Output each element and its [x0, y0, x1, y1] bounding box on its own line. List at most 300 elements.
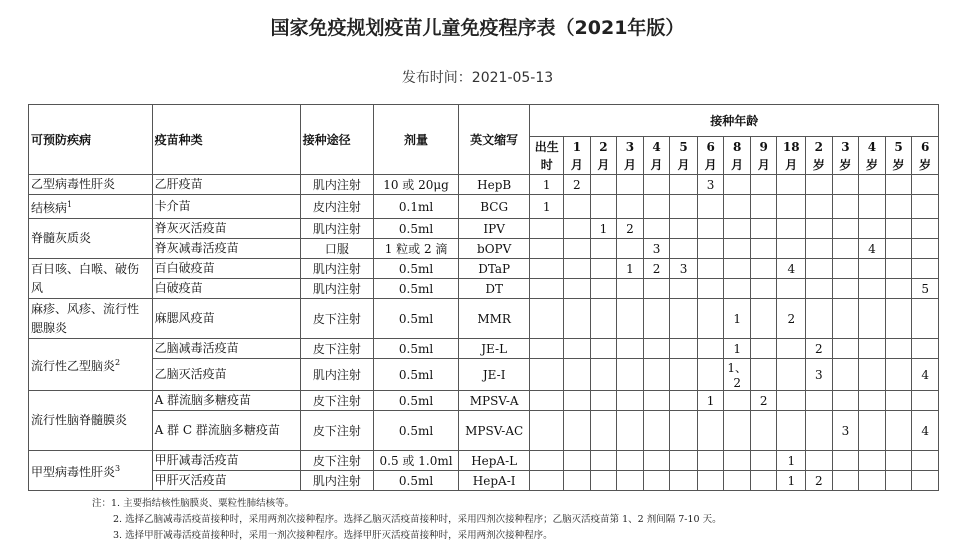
abbr-cell: MPSV-AC — [458, 411, 529, 451]
age-unit: 月 — [757, 157, 770, 172]
vaccine-name: 甲肝减毒活疫苗 — [152, 451, 300, 471]
dose-number — [643, 391, 670, 411]
route-cell: 皮下注射 — [300, 391, 374, 411]
dose-number — [697, 359, 724, 391]
dose-cell: 0.5ml — [374, 391, 459, 411]
vaccine-row — [29, 471, 939, 491]
route-cell: 肌内注射 — [300, 279, 374, 299]
disease-name: 脊髓灰质炎 — [31, 231, 92, 245]
dose-number — [724, 195, 751, 219]
vaccine-row — [29, 239, 939, 259]
dose-number — [697, 259, 724, 279]
dose-number — [885, 471, 912, 491]
dose-number — [777, 359, 806, 391]
dose-number — [617, 175, 644, 195]
footnote-3: 3. 选择甲肝减毒活疫苗接种时，采用一剂次接种程序。选择甲肝灭活疫苗接种时，采用两剂次接种程序。 — [113, 530, 553, 541]
header-route: 接种途径 — [300, 105, 374, 175]
disease-cell — [29, 259, 153, 299]
dose-number — [724, 175, 751, 195]
age-value: 3 — [841, 139, 850, 154]
dose-number — [806, 299, 833, 339]
dose-number — [724, 239, 751, 259]
vaccine-row — [29, 411, 939, 451]
disease-cell — [29, 299, 153, 339]
dose-number — [643, 451, 670, 471]
dose-cell: 0.1ml — [374, 195, 459, 219]
dose-number — [617, 299, 644, 339]
dose-number — [617, 359, 644, 391]
dose-number — [806, 451, 833, 471]
dose-number — [859, 279, 886, 299]
dose-number: 1 — [617, 259, 644, 279]
dose-number — [670, 411, 698, 451]
dose-number: 1 — [724, 339, 751, 359]
disease-cell — [29, 391, 153, 451]
dose-number — [885, 451, 912, 471]
dose-number — [670, 219, 698, 239]
dose-number — [590, 391, 617, 411]
disease-name: 百日咳、白喉、破伤风 — [31, 261, 140, 295]
route-cell: 肌内注射 — [300, 359, 374, 391]
dose-number: 1 — [777, 451, 806, 471]
dose-number — [885, 175, 912, 195]
header-disease: 可预防疾病 — [29, 105, 153, 175]
vaccine-name: 乙脑灭活疫苗 — [152, 359, 300, 391]
age-value: 1 — [572, 139, 582, 154]
dose-number: 4 — [777, 259, 806, 279]
vaccine-name: 白破疫苗 — [152, 279, 300, 299]
dose-number — [617, 471, 644, 491]
dose-number — [832, 339, 859, 359]
age-value: 6 — [706, 139, 715, 154]
dose-number — [643, 175, 670, 195]
dose-number — [564, 279, 591, 299]
age-unit: 月 — [704, 157, 717, 172]
dose-number — [912, 259, 939, 279]
dose-number — [724, 219, 751, 239]
dose-number — [590, 411, 617, 451]
dose-number — [750, 411, 777, 451]
dose-number — [859, 175, 886, 195]
dose-number — [859, 451, 886, 471]
dose-number — [859, 391, 886, 411]
route-cell: 皮内注射 — [300, 195, 374, 219]
dose-number — [697, 471, 724, 491]
dose-number — [912, 391, 939, 411]
dose-number — [750, 299, 777, 339]
dose-number — [885, 259, 912, 279]
dose-number — [670, 239, 698, 259]
abbr-cell: DTaP — [458, 259, 529, 279]
dose-number — [530, 471, 564, 491]
dose-number — [670, 359, 698, 391]
age-value: 5 — [894, 139, 903, 154]
abbr-cell: DT — [458, 279, 529, 299]
dose-number — [724, 259, 751, 279]
dose-number — [530, 239, 564, 259]
age-unit: 月 — [650, 157, 663, 172]
dose-number — [697, 451, 724, 471]
dose-number — [832, 219, 859, 239]
dose-number — [885, 359, 912, 391]
age-value: 4 — [652, 139, 661, 154]
vaccine-name: 脊灰灭活疫苗 — [152, 219, 300, 239]
route-cell: 肌内注射 — [300, 219, 374, 239]
dose-number — [590, 299, 617, 339]
dose-number — [590, 339, 617, 359]
vaccine-row — [29, 451, 939, 471]
dose-number — [750, 219, 777, 239]
dose-number — [750, 195, 777, 219]
dose-number: 3 — [806, 359, 833, 391]
disease-name: 麻疹、风疹、流行性腮腺炎 — [31, 301, 140, 335]
abbr-cell: BCG — [458, 195, 529, 219]
dose-number — [643, 279, 670, 299]
dose-number — [724, 279, 751, 299]
dose-number — [697, 279, 724, 299]
dose-number — [912, 219, 939, 239]
dose-number — [617, 279, 644, 299]
disease-name: 乙型病毒性肝炎 — [31, 177, 116, 191]
dose-number: 1 — [530, 195, 564, 219]
dose-number — [697, 219, 724, 239]
dose-number — [832, 175, 859, 195]
dose-number: 1、2 — [724, 359, 751, 391]
dose-number — [859, 339, 886, 359]
dose-number — [643, 219, 670, 239]
disease-cell — [29, 219, 153, 259]
age-unit: 月 — [570, 157, 583, 172]
dose-number: 4 — [912, 359, 939, 391]
dose-number — [859, 259, 886, 279]
vaccine-name: A 群 C 群流脑多糖疫苗 — [152, 411, 300, 451]
dose-number — [617, 339, 644, 359]
publish-date: 发布时间：2021-05-13 — [401, 70, 554, 86]
vaccine-name: 麻腮风疫苗 — [152, 299, 300, 339]
abbr-cell: JE-L — [458, 339, 529, 359]
dose-number — [806, 411, 833, 451]
dose-number — [617, 239, 644, 259]
dose-number — [912, 239, 939, 259]
route-cell: 肌内注射 — [300, 471, 374, 491]
dose-number — [530, 391, 564, 411]
dose-number: 2 — [643, 259, 670, 279]
dose-number — [832, 391, 859, 411]
vaccine-name: 卡介苗 — [152, 195, 300, 219]
vaccine-name: 乙脑减毒活疫苗 — [152, 339, 300, 359]
dose-number — [777, 279, 806, 299]
dose-number — [885, 219, 912, 239]
route-cell: 皮下注射 — [300, 411, 374, 451]
disease-cell — [29, 195, 153, 219]
disease-name: 甲型病毒性肝炎 — [31, 465, 116, 479]
dose-number — [564, 239, 591, 259]
age-value: 4 — [867, 139, 877, 154]
dose-number — [590, 471, 617, 491]
route-cell: 皮下注射 — [300, 451, 374, 471]
dose-number — [806, 259, 833, 279]
disease-name: 流行性脑脊髓膜炎 — [31, 413, 128, 427]
age-header — [670, 137, 698, 175]
dose-number — [590, 279, 617, 299]
age-unit: 月 — [677, 157, 690, 172]
abbr-cell: bOPV — [458, 239, 529, 259]
dose-cell: 0.5ml — [374, 339, 459, 359]
dose-number: 1 — [697, 391, 724, 411]
age-unit: 月 — [597, 157, 610, 172]
dose-number — [564, 359, 591, 391]
route-cell: 肌内注射 — [300, 175, 374, 195]
dose-number — [806, 239, 833, 259]
immunization-schedule-table — [28, 104, 939, 491]
dose-number — [643, 411, 670, 451]
age-unit: 时 — [540, 157, 553, 172]
dose-number: 2 — [750, 391, 777, 411]
dose-number — [670, 391, 698, 411]
dose-number: 2 — [806, 471, 833, 491]
dose-number — [912, 451, 939, 471]
dose-number: 4 — [859, 239, 886, 259]
footnotes — [92, 496, 722, 544]
dose-number: 1 — [590, 219, 617, 239]
dose-number: 2 — [777, 299, 806, 339]
abbr-cell: MMR — [458, 299, 529, 339]
age-header — [590, 137, 617, 175]
age-unit: 月 — [785, 157, 798, 172]
dose-number — [777, 195, 806, 219]
vaccine-row — [29, 391, 939, 411]
dose-number — [564, 391, 591, 411]
vaccine-row — [29, 195, 939, 219]
disease-name: 流行性乙型脑炎 — [31, 359, 116, 373]
dose-number: 2 — [617, 219, 644, 239]
vaccine-row — [29, 299, 939, 339]
dose-number — [750, 359, 777, 391]
vaccine-name: 脊灰减毒活疫苗 — [152, 239, 300, 259]
dose-number — [806, 195, 833, 219]
dose-cell: 0.5ml — [374, 411, 459, 451]
dose-number — [670, 471, 698, 491]
disease-cell — [29, 175, 153, 195]
dose-number — [832, 279, 859, 299]
vaccine-name: 百白破疫苗 — [152, 259, 300, 279]
dose-number — [806, 219, 833, 239]
dose-number — [643, 471, 670, 491]
dose-number — [832, 471, 859, 491]
dose-number — [912, 299, 939, 339]
dose-cell: 0.5ml — [374, 259, 459, 279]
dose-number — [643, 195, 670, 219]
dose-number — [564, 339, 591, 359]
dose-number — [564, 219, 591, 239]
age-value: 18 — [782, 139, 800, 154]
age-unit: 岁 — [919, 157, 932, 172]
dose-number: 4 — [912, 411, 939, 451]
route-cell: 肌内注射 — [300, 259, 374, 279]
vaccine-row — [29, 359, 939, 391]
age-header — [530, 137, 564, 175]
vaccine-row — [29, 219, 939, 239]
dose-number — [697, 411, 724, 451]
age-header — [724, 137, 751, 175]
age-header — [564, 137, 591, 175]
disease-name: 结核病 — [31, 201, 68, 215]
dose-number — [564, 451, 591, 471]
dose-number — [590, 259, 617, 279]
age-unit: 岁 — [839, 157, 852, 172]
dose-number — [832, 239, 859, 259]
dose-number — [777, 411, 806, 451]
dose-number — [912, 195, 939, 219]
header-dose: 剂量 — [374, 105, 459, 175]
dose-number: 3 — [670, 259, 698, 279]
age-unit: 月 — [731, 157, 744, 172]
dose-cell: 1 粒或 2 滴 — [374, 239, 459, 259]
footnote-1: 注：1. 主要指结核性脑膜炎、粟粒性肺结核等。 — [92, 498, 295, 509]
abbr-cell: HepA-L — [458, 451, 529, 471]
age-unit: 岁 — [812, 157, 825, 172]
dose-number — [530, 259, 564, 279]
dose-number — [724, 411, 751, 451]
age-header — [643, 137, 670, 175]
disease-cell — [29, 339, 153, 391]
dose-number — [590, 195, 617, 219]
dose-number — [832, 451, 859, 471]
dose-number: 3 — [697, 175, 724, 195]
age-header — [617, 137, 644, 175]
dose-number — [617, 195, 644, 219]
dose-number — [777, 175, 806, 195]
dose-number — [670, 339, 698, 359]
age-header — [912, 137, 939, 175]
dose-cell: 0.5ml — [374, 299, 459, 339]
dose-number — [859, 411, 886, 451]
dose-number — [564, 411, 591, 451]
dose-number — [859, 219, 886, 239]
dose-number — [670, 195, 698, 219]
dose-number: 2 — [806, 339, 833, 359]
dose-number — [885, 279, 912, 299]
dose-number — [724, 451, 751, 471]
dose-number: 1 — [530, 175, 564, 195]
abbr-cell: JE-I — [458, 359, 529, 391]
dose-number: 1 — [777, 471, 806, 491]
dose-number — [564, 195, 591, 219]
dose-number — [724, 471, 751, 491]
vaccine-row — [29, 339, 939, 359]
header-vaccine: 疫苗种类 — [152, 105, 300, 175]
vaccine-row — [29, 175, 939, 195]
dose-number — [885, 391, 912, 411]
dose-number — [885, 299, 912, 339]
vaccine-name: A 群流脑多糖疫苗 — [152, 391, 300, 411]
dose-number — [590, 359, 617, 391]
dose-number — [724, 391, 751, 411]
dose-number — [697, 239, 724, 259]
dose-number — [530, 411, 564, 451]
age-value: 9 — [759, 139, 768, 154]
abbr-cell: HepB — [458, 175, 529, 195]
age-value: 6 — [920, 139, 930, 154]
dose-number — [912, 471, 939, 491]
disease-cell — [29, 451, 153, 491]
dose-number — [885, 339, 912, 359]
age-header — [777, 137, 806, 175]
dose-number — [530, 219, 564, 239]
footnote-ref: 3 — [115, 464, 121, 473]
dose-number — [750, 239, 777, 259]
dose-number — [832, 195, 859, 219]
dose-cell: 0.5ml — [374, 219, 459, 239]
age-header — [885, 137, 912, 175]
dose-number — [590, 451, 617, 471]
age-header — [859, 137, 886, 175]
dose-number — [885, 195, 912, 219]
age-value: 2 — [599, 139, 608, 154]
dose-number: 3 — [643, 239, 670, 259]
dose-cell: 0.5 或 1.0ml — [374, 451, 459, 471]
dose-number — [859, 195, 886, 219]
dose-number — [750, 175, 777, 195]
vaccine-name: 甲肝灭活疫苗 — [152, 471, 300, 491]
dose-number — [564, 299, 591, 339]
dose-number — [777, 339, 806, 359]
dose-cell: 0.5ml — [374, 359, 459, 391]
age-header — [750, 137, 777, 175]
dose-number — [670, 175, 698, 195]
dose-number — [777, 391, 806, 411]
age-value: 8 — [732, 139, 742, 154]
dose-number — [806, 175, 833, 195]
age-unit: 月 — [623, 157, 636, 172]
age-header — [832, 137, 859, 175]
vaccine-row — [29, 279, 939, 299]
age-unit: 岁 — [892, 157, 905, 172]
dose-number: 2 — [564, 175, 591, 195]
dose-number — [564, 259, 591, 279]
dose-number — [697, 339, 724, 359]
dose-number — [643, 339, 670, 359]
dose-number — [530, 299, 564, 339]
dose-number — [750, 259, 777, 279]
dose-number — [530, 279, 564, 299]
abbr-cell: MPSV-A — [458, 391, 529, 411]
page-title: 国家免疫规划疫苗儿童免疫程序表（2021年版） — [270, 17, 685, 39]
dose-number — [859, 359, 886, 391]
dose-number — [670, 451, 698, 471]
abbr-cell: HepA-I — [458, 471, 529, 491]
dose-number — [777, 219, 806, 239]
dose-number: 5 — [912, 279, 939, 299]
age-value: 出生 — [534, 139, 559, 154]
footnote-ref: 2 — [115, 358, 121, 367]
dose-cell: 10 或 20μg — [374, 175, 459, 195]
age-header — [697, 137, 724, 175]
vaccine-name: 乙肝疫苗 — [152, 175, 300, 195]
dose-number — [777, 239, 806, 259]
dose-number — [832, 299, 859, 339]
vaccine-row — [29, 259, 939, 279]
dose-number: 3 — [832, 411, 859, 451]
dose-cell: 0.5ml — [374, 279, 459, 299]
dose-number — [617, 411, 644, 451]
dose-number — [912, 339, 939, 359]
abbr-cell: IPV — [458, 219, 529, 239]
dose-number — [885, 239, 912, 259]
age-value: 3 — [625, 139, 635, 154]
dose-number — [832, 359, 859, 391]
dose-number — [530, 339, 564, 359]
